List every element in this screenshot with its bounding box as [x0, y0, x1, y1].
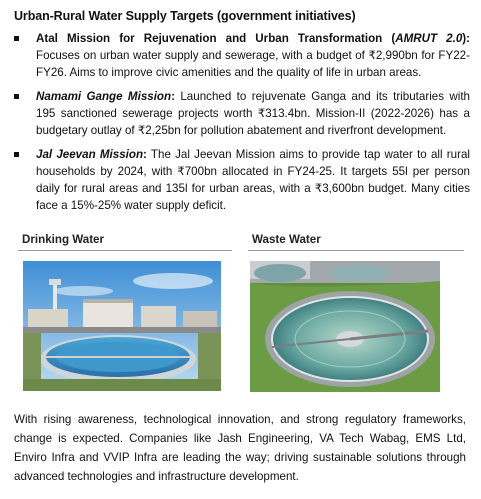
amrut-name-suffix: ):	[462, 32, 471, 45]
drinking-water-divider	[18, 250, 232, 251]
bullet-square-icon	[14, 94, 19, 99]
namami-gange-description: Launched to rejuvenate Ganga and its tributaries with 195 sanctioned sewerage projects worth ₹313.4bn. Mission-II (2022-2026) has a budgetary outlay of ₹2,25bn for pollution abatement and riverfront development.	[36, 90, 471, 137]
waste-water-divider	[248, 250, 464, 251]
namami-gange-colon: :	[171, 90, 175, 103]
jal-jeevan-name: Jal Jeevan Mission	[36, 148, 144, 161]
amrut-description: Focuses on urban water supply and sewerage, with a budget of ₹2,990bn for FY22-FY26. Aims to improve civic amenities and the quality of life in urban areas.	[36, 49, 470, 79]
list-item-amrut	[14, 30, 470, 81]
drinking-water-label: Drinking Water	[22, 233, 105, 246]
jal-jeevan-colon: :	[143, 148, 147, 161]
namami-gange-name: Namami Gange Mission	[36, 90, 172, 103]
initiative-list	[14, 30, 470, 221]
drinking-water-plant-image	[23, 261, 221, 391]
list-item-jal-jeevan	[14, 146, 470, 214]
waste-water-plant-image	[250, 261, 440, 392]
closing-paragraph: With rising awareness, technological innovation, and strong regulatory frameworks, change is expected. Companies like Jash Engineering, VA Tech Wabag, EMS Ltd, Enviro Infra and VVIP Infra are leading the way; driving sustainable solutions through advanced technologies and infrastructure development.	[14, 413, 466, 483]
waste-water-label: Waste Water	[252, 233, 321, 246]
bullet-square-icon	[14, 152, 19, 157]
section-title: Urban-Rural Water Supply Targets (government initiatives)	[14, 9, 356, 23]
bullet-square-icon	[14, 36, 19, 41]
amrut-name-prefix: Atal Mission for Rejuvenation and Urban Transformation (	[36, 32, 396, 45]
jal-jeevan-description: The Jal Jeevan Mission aims to provide tap water to all rural households by 2024, with ₹700bn allocated in FY24-25. It targets 55l per person daily for rural areas and 135l for urban areas, with a ₹3,600bn budget. Many cities face a 15%-25% water supply deficit.	[36, 148, 470, 212]
amrut-name-italic: AMRUT 2.0	[395, 32, 463, 45]
list-item-namami-gange	[14, 88, 470, 139]
